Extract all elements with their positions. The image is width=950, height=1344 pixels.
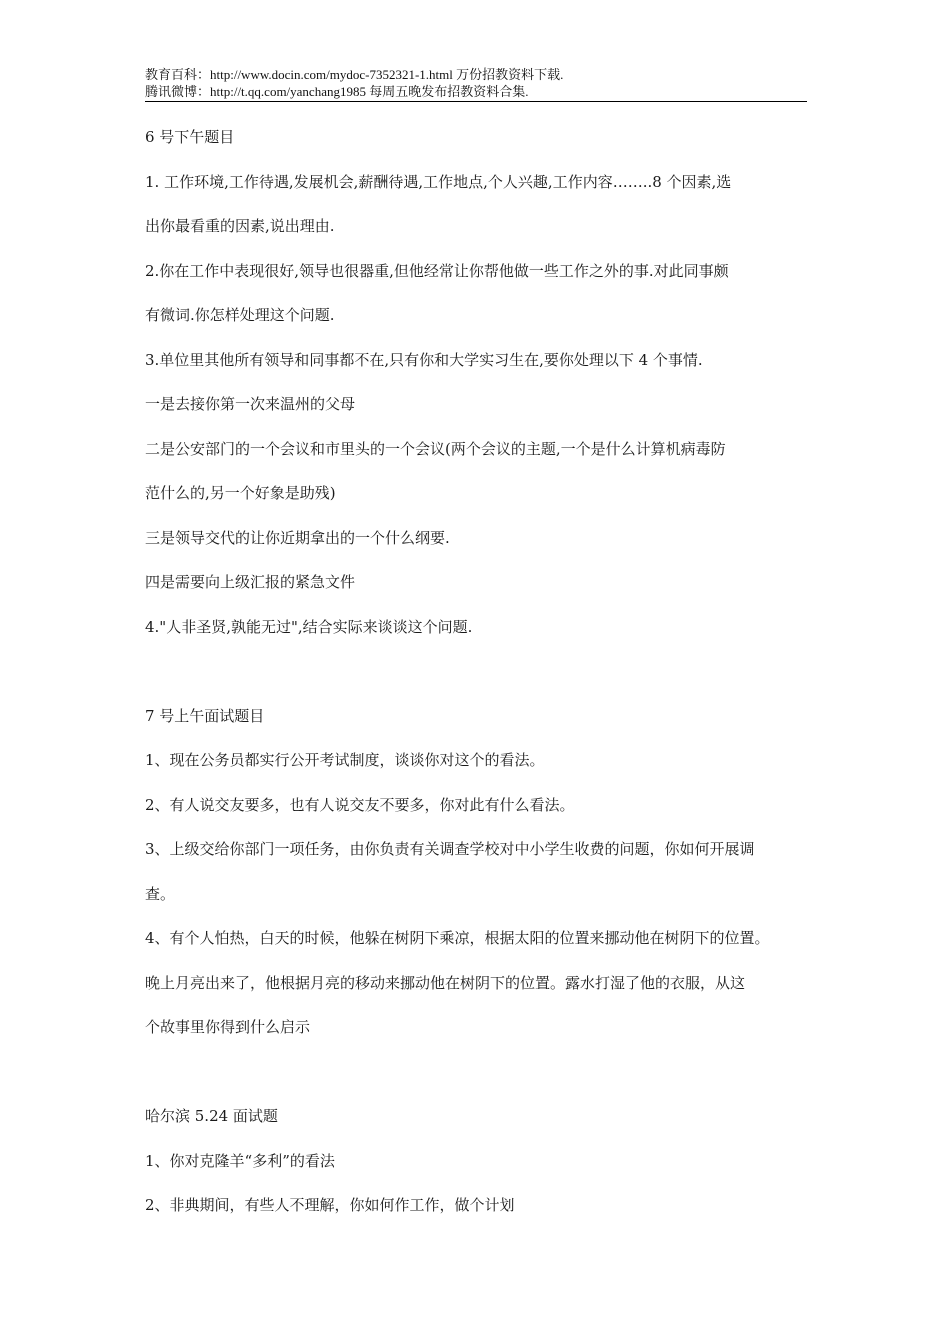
- question-text: 4."人非圣贤,孰能无过",结合实际来谈谈这个问题.: [145, 617, 473, 636]
- question-text: 2、有人说交友要多，也有人说交友不要多，你对此有什么看法。: [145, 795, 575, 814]
- question-text: 个故事里你得到什么启示: [145, 1018, 311, 1036]
- document-body: [145, 123, 825, 1236]
- page-header: [145, 66, 807, 100]
- section-title: 哈尔滨 5.24 面试题: [145, 1107, 278, 1125]
- question-text: 4、有个人怕热，白天的时候，他躲在树阴下乘凉，根据太阳的位置来挪动他在树阴下的位置。: [145, 929, 770, 947]
- question-text: 三是领导交代的让你近期拿出的一个什么纲要.: [145, 528, 450, 547]
- question-text: 1. 工作环境,工作待遇,发展机会,薪酬待遇,工作地点,个人兴趣,工作内容……..8 个因素,选: [145, 172, 732, 191]
- question-text: 有微词.你怎样处理这个问题.: [145, 306, 335, 324]
- question-text: 查。: [145, 884, 176, 903]
- section-title: 6 号下午题目: [145, 128, 235, 146]
- question-text: 二是公安部门的一个会议和市里头的一个会议(两个会议的主题,一个是什么计算机病毒防: [145, 439, 726, 458]
- question-text: 范什么的,另一个好象是助残): [145, 484, 336, 502]
- question-text: 晚上月亮出来了，他根据月亮的移动来挪动他在树阴下的位置。露水打湿了他的衣服，从这: [145, 973, 746, 992]
- section-spacer: [145, 1058, 825, 1103]
- question-text: 一是去接你第一次来温州的父母: [145, 395, 356, 413]
- section-title: 7 号上午面试题目: [145, 706, 265, 725]
- question-text: 3、上级交给你部门一项任务，由你负责有关调查学校对中小学生收费的问题，你如何开展调: [145, 840, 755, 858]
- header-docin-link[interactable]: 教育百科：http://www.docin.com/mydoc-7352321-1.html 万份招教资料下载.: [145, 67, 564, 82]
- question-text: 2.你在工作中表现很好,领导也很器重,但他经常让你帮他做一些工作之外的事.对此同事颇: [145, 261, 729, 280]
- question-text: 1、你对克隆羊“多利”的看法: [145, 1151, 335, 1170]
- question-text: 出你最看重的因素,说出理由.: [145, 217, 335, 235]
- header-divider: [145, 101, 807, 102]
- question-text: 3.单位里其他所有领导和同事都不在,只有你和大学实习生在,要你处理以下 4 个事情.: [145, 350, 703, 369]
- question-text: 四是需要向上级汇报的紧急文件: [145, 573, 356, 591]
- question-text: 2、非典期间，有些人不理解，你如何作工作，做个计划: [145, 1196, 515, 1214]
- section-spacer: [145, 657, 825, 702]
- header-weibo-link[interactable]: 腾讯微博：http://t.qq.com/yanchang1985 每周五晚发布招教资料合集.: [145, 84, 529, 99]
- question-text: 1、现在公务员都实行公开考试制度，谈谈你对这个的看法。: [145, 751, 545, 769]
